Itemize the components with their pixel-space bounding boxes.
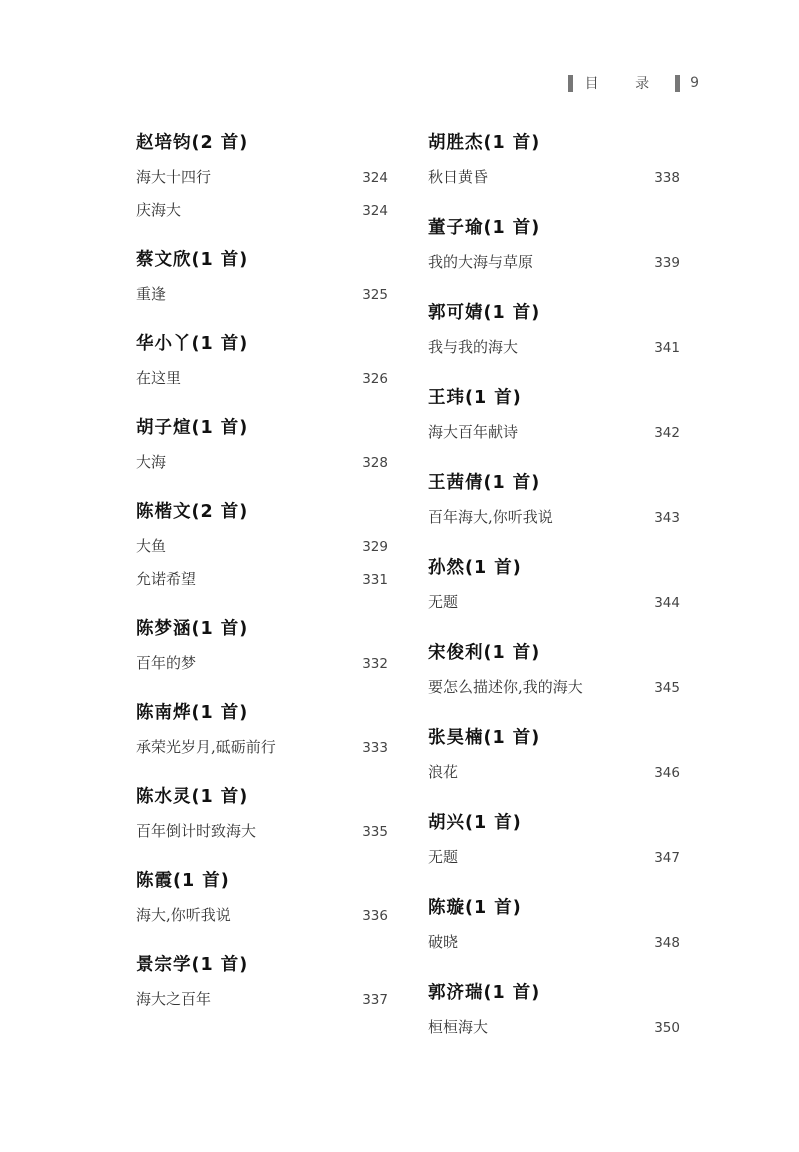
toc-entry[interactable] [428, 251, 680, 274]
toc-entry[interactable] [428, 166, 680, 189]
author-heading: 郭可婧(1 首) [428, 303, 541, 323]
toc-entry[interactable] [428, 761, 680, 784]
entry-page-number: 345 [654, 680, 680, 696]
author-heading: 陈南烨(1 首) [136, 703, 249, 723]
toc-entry[interactable] [136, 451, 388, 474]
entry-title: 大鱼 [136, 537, 167, 555]
entry-page-number: 339 [654, 255, 680, 271]
entry-page-number: 343 [654, 510, 680, 526]
toc-entry[interactable] [428, 676, 680, 699]
entry-title: 桓桓海大 [428, 1018, 489, 1036]
author-heading: 赵培钧(2 首) [136, 133, 249, 153]
toc-entry[interactable] [428, 1016, 680, 1039]
author-heading: 华小丫(1 首) [136, 334, 249, 354]
entry-title: 重逢 [136, 285, 167, 303]
running-header [568, 73, 699, 93]
author-heading: 董子瑜(1 首) [428, 218, 541, 238]
author-heading: 胡子煊(1 首) [136, 418, 249, 438]
entry-title: 在这里 [136, 369, 182, 387]
toc-entry[interactable] [136, 535, 388, 558]
entry-page-number: 336 [362, 908, 388, 924]
toc-entry[interactable] [136, 988, 388, 1011]
toc-entry[interactable] [428, 846, 680, 869]
entry-page-number: 346 [654, 765, 680, 781]
toc-entry[interactable] [136, 166, 388, 189]
entry-page-number: 338 [654, 170, 680, 186]
author-heading: 蔡文欣(1 首) [136, 250, 249, 270]
entry-page-number: 333 [362, 740, 388, 756]
author-heading: 陈梦涵(1 首) [136, 619, 249, 639]
toc-entry[interactable] [136, 367, 388, 390]
author-heading: 胡胜杰(1 首) [428, 133, 541, 153]
entry-page-number: 350 [654, 1020, 680, 1036]
entry-page-number: 341 [654, 340, 680, 356]
author-heading: 孙然(1 首) [428, 558, 522, 578]
entry-title: 百年的梦 [136, 654, 197, 672]
author-heading: 胡兴(1 首) [428, 813, 522, 833]
entry-title: 海大十四行 [136, 168, 212, 186]
author-heading: 陈楷文(2 首) [136, 502, 249, 522]
entry-page-number: 348 [654, 935, 680, 951]
entry-page-number: 328 [362, 455, 388, 471]
toc-entry[interactable] [428, 931, 680, 954]
entry-page-number: 324 [362, 170, 388, 186]
toc-entry[interactable] [428, 421, 680, 444]
entry-title: 浪花 [428, 763, 459, 781]
entry-page-number: 342 [654, 425, 680, 441]
entry-page-number: 344 [654, 595, 680, 611]
toc-entry[interactable] [428, 591, 680, 614]
author-heading: 景宗学(1 首) [136, 955, 249, 975]
toc-entry[interactable] [136, 199, 388, 222]
entry-page-number: 331 [362, 572, 388, 588]
toc-entry[interactable] [136, 283, 388, 306]
toc-entry[interactable] [136, 568, 388, 591]
entry-page-number: 324 [362, 203, 388, 219]
entry-page-number: 325 [362, 287, 388, 303]
entry-title: 海大,你听我说 [136, 906, 231, 924]
author-heading: 王茜倩(1 首) [428, 473, 541, 493]
entry-title: 无题 [428, 848, 459, 866]
author-heading: 王玮(1 首) [428, 388, 522, 408]
entry-page-number: 337 [362, 992, 388, 1008]
author-heading: 陈璇(1 首) [428, 898, 522, 918]
entry-title: 承荣光岁月,砥砺前行 [136, 738, 276, 756]
entry-title: 破晓 [428, 933, 459, 951]
header-title: 目 录 [584, 76, 666, 92]
entry-title: 我与我的海大 [428, 338, 519, 356]
entry-page-number: 347 [654, 850, 680, 866]
toc-entry[interactable] [136, 904, 388, 927]
entry-page-number: 335 [362, 824, 388, 840]
toc-entry[interactable] [428, 506, 680, 529]
entry-page-number: 332 [362, 656, 388, 672]
entry-title: 庆海大 [136, 201, 182, 219]
entry-page-number: 326 [362, 371, 388, 387]
entry-title: 秋日黄昏 [428, 168, 489, 186]
entry-title: 百年倒计时致海大 [136, 822, 257, 840]
toc-entry[interactable] [136, 652, 388, 675]
toc-entry[interactable] [136, 736, 388, 759]
entry-title: 无题 [428, 593, 459, 611]
entry-title: 海大之百年 [136, 990, 212, 1008]
author-heading: 郭济瑞(1 首) [428, 983, 541, 1003]
entry-page-number: 329 [362, 539, 388, 555]
toc-entry[interactable] [136, 820, 388, 843]
entry-title: 要怎么描述你,我的海大 [428, 678, 583, 696]
entry-title: 大海 [136, 453, 167, 471]
author-heading: 陈水灵(1 首) [136, 787, 249, 807]
entry-title: 我的大海与草原 [428, 253, 534, 271]
entry-title: 海大百年献诗 [428, 423, 519, 441]
author-heading: 张昊楠(1 首) [428, 728, 541, 748]
header-bar-left [568, 75, 573, 92]
header-bar-right [675, 75, 680, 92]
header-page-number: 9 [690, 75, 699, 91]
author-heading: 宋俊利(1 首) [428, 643, 541, 663]
entry-title: 允诺希望 [136, 570, 197, 588]
entry-title: 百年海大,你听我说 [428, 508, 553, 526]
author-heading: 陈霞(1 首) [136, 871, 230, 891]
toc-entry[interactable] [428, 336, 680, 359]
